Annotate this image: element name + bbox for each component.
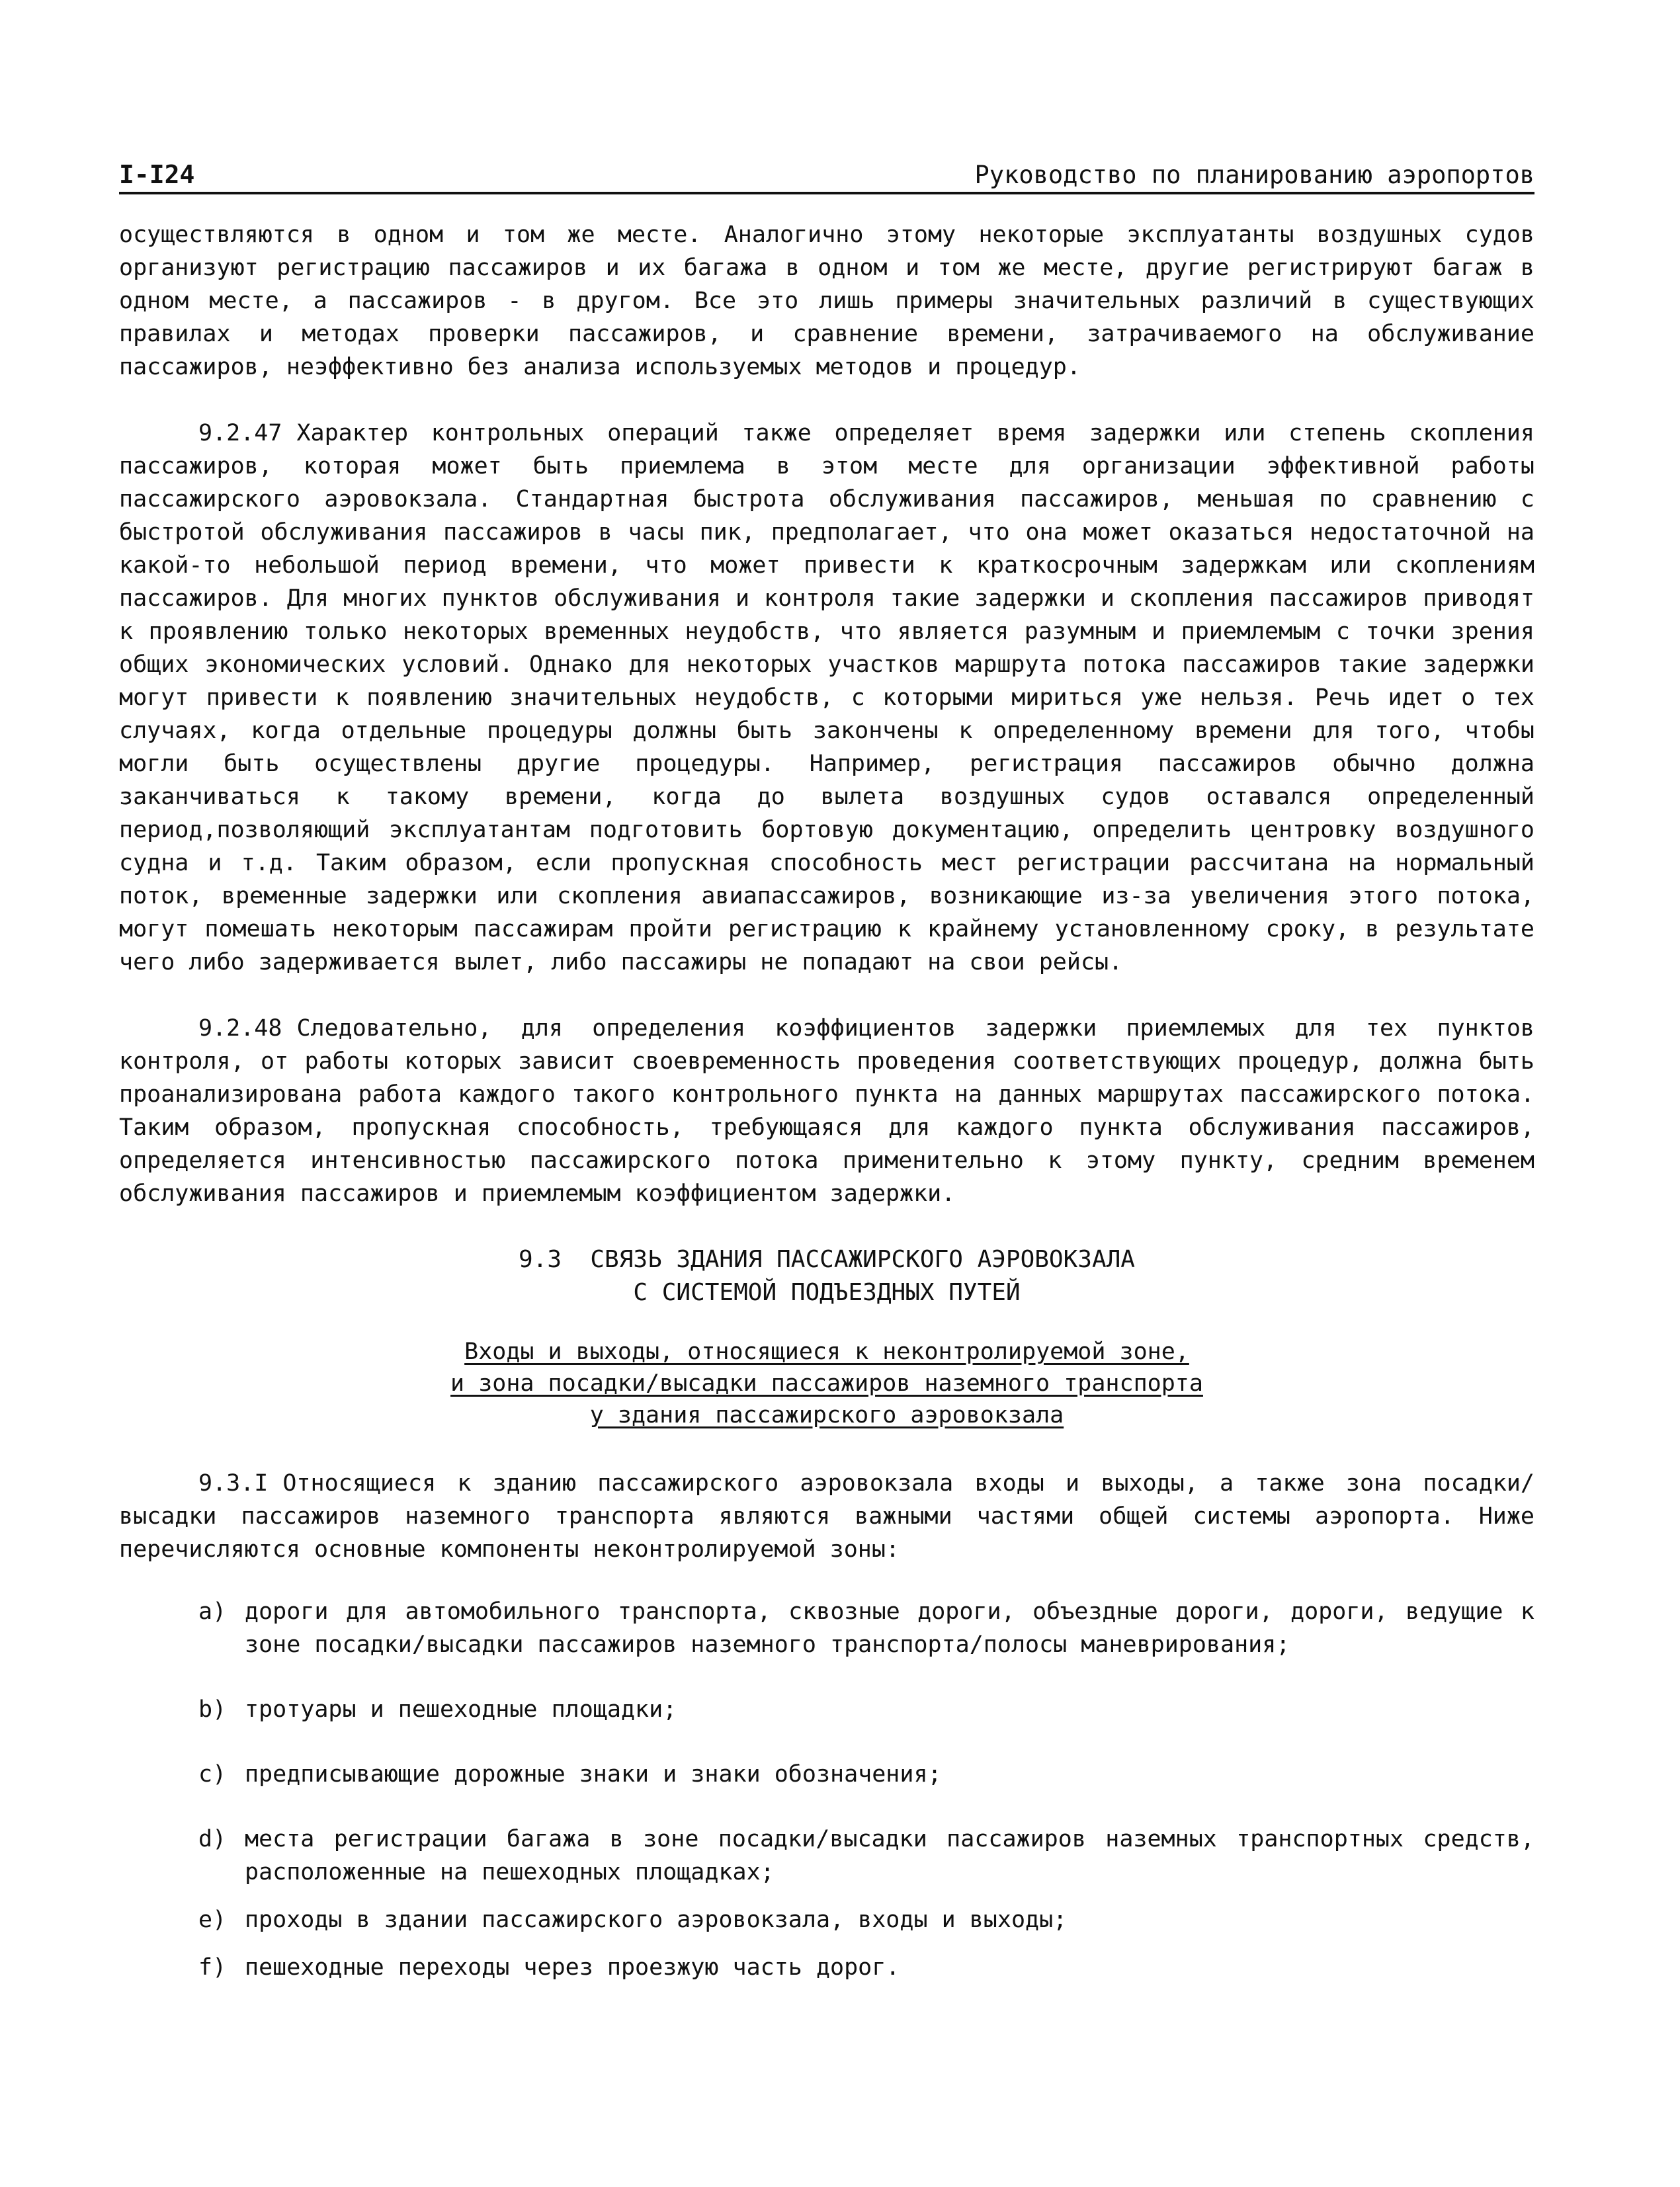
subsection-heading-line: у здания пассажирского аэровокзала [589, 1402, 1064, 1428]
list-marker: a) [198, 1598, 227, 1625]
document-page [119, 159, 1534, 1999]
subsection-heading-line: Входы и выходы, относящиеся к неконтролируемой зоне, [464, 1339, 1189, 1365]
list-item-text: проходы в здании пассажирского аэровокзала, входы и выходы; [245, 1907, 1068, 1933]
list-marker: d) [198, 1826, 227, 1852]
paragraph-9-2-48 [119, 1012, 1534, 1210]
paragraph-number: 9.2.48 [198, 1015, 282, 1042]
list-item [119, 1903, 1534, 1936]
paragraph-number: 9.3.I [198, 1470, 269, 1497]
list-item-text: тротуары и пешеходные площадки; [245, 1696, 677, 1723]
page-number: I-I24 [119, 160, 195, 189]
list-item [119, 1693, 1534, 1726]
paragraph-number: 9.2.47 [198, 420, 282, 446]
paragraph-text: Характер контрольных операций также определяет время задержки или степень скопления пассажиров, которая может быть приемлема в этом месте для организации эффективной работы пассажирского аэровокзала. Стандартная быстрота обслуживания пассажиров, меньшая по сравнению с быстротой обслуживания пассажиров в часы пик, предполагает, что она может оказаться недостаточной на какой-то небольшой период времени, что может привести к краткосрочным задержкам или скоплениям пассажиров. Для многих пунктов обслуживания и контроля такие задержки и скопления пассажиров приводят к проявлению только некоторых временных неудобств, что является разумным и приемлемым с точки зрения общих экономических условий. Однако для некоторых участков маршрута потока пассажиров такие задержки могут привести к появлению значительных неудобств, с которыми мириться уже нельзя. Речь идет о тех случаях, когда отдельные процедуры должны быть закончены к определенному времени для того, чтобы могли быть осуществлены другие процедуры. Например, регистрация пассажиров обычно должна заканчиваться к такому времени, когда до вылета воздушных судов оставался определенный период,позволяющий эксплуатантам подготовить бортовую документацию, определить центровку воздушного судна и т.д. Таким образом, если пропускная способность мест регистрации рассчитана на нормальный поток, временные задержки или скопления авиапассажиров, возникающие из-за увеличения этого потока, могут помешать некоторым пассажирам пройти регистрацию к крайнему установленному сроку, в результате чего либо задерживается вылет, либо пассажиры не попадают на свои рейсы. [119, 420, 1534, 975]
paragraph-text: Относящиеся к зданию пассажирского аэровокзала входы и выходы, а также зона посадки/высадки пассажиров наземного транспорта являются важными частями общей системы аэропорта. Ниже перечисляются основные компоненты неконтролируемой зоны: [119, 1470, 1534, 1563]
subsection-heading [119, 1336, 1534, 1431]
list-marker: e) [198, 1907, 227, 1933]
paragraph-continued [119, 218, 1534, 384]
list-marker: c) [198, 1761, 227, 1788]
list-marker: b) [198, 1696, 227, 1723]
section-heading [119, 1243, 1534, 1309]
page-header [119, 159, 1534, 194]
list-marker: f) [198, 1954, 227, 1981]
list-item-text: дороги для автомобильного транспорта, сквозные дороги, объездные дороги, дороги, ведущие к зоне посадки/высадки пассажиров наземного транспорта/полосы маневрирования; [245, 1598, 1534, 1658]
section-heading-line: 9.3 СВЯЗЬ ЗДАНИЯ ПАССАЖИРСКОГО АЭРОВОКЗАЛА [519, 1246, 1135, 1273]
list-item [119, 1823, 1534, 1889]
subsection-heading-line: и зона посадки/высадки пассажиров наземного транспорта [450, 1370, 1203, 1397]
paragraph-text: осуществляются в одном и том же месте. Аналогично этому некоторые эксплуатанты воздушных судов организуют регистрацию пассажиров и их багажа в одном и том же месте, другие регистрируют багаж в одном месте, а пассажиров - в другом. Все это лишь примеры значительных различий в существующих правилах и методах проверки пассажиров, и сравнение времени, затрачиваемого на обслуживание пассажиров, неэффективно без анализа используемых методов и процедур. [119, 222, 1534, 380]
section-heading-line: С СИСТЕМОЙ ПОДЪЕЗДНЫХ ПУТЕЙ [633, 1279, 1021, 1306]
list-item [119, 1595, 1534, 1661]
paragraph-9-3-1 [119, 1467, 1534, 1566]
list-item [119, 1758, 1534, 1791]
list-item [119, 1951, 1534, 1984]
document-title: Руководство по планированию аэропортов [974, 161, 1534, 189]
list-item-text: предписывающие дорожные знаки и знаки обозначения; [245, 1761, 942, 1788]
paragraph-9-2-47 [119, 417, 1534, 979]
list-item-text: места регистрации багажа в зоне посадки/высадки пассажиров наземных транспортных средств, расположенные на пешеходных площадках; [245, 1826, 1534, 1885]
paragraph-text: Следовательно, для определения коэффициентов задержки приемлемых для тех пунктов контроля, от работы которых зависит своевременность проведения соответствующих процедур, должна быть проанализирована работа каждого такого контрольного пункта на данных маршрутах пассажирского потока. Таким образом, пропускная способность, требующаяся для каждого пункта обслуживания пассажиров, определяется интенсивностью пассажирского потока применительно к этому пункту, средним временем обслуживания пассажиров и приемлемым коэффициентом задержки. [119, 1015, 1534, 1207]
components-list [119, 1595, 1534, 1984]
list-item-text: пешеходные переходы через проезжую часть дорог. [245, 1954, 900, 1981]
